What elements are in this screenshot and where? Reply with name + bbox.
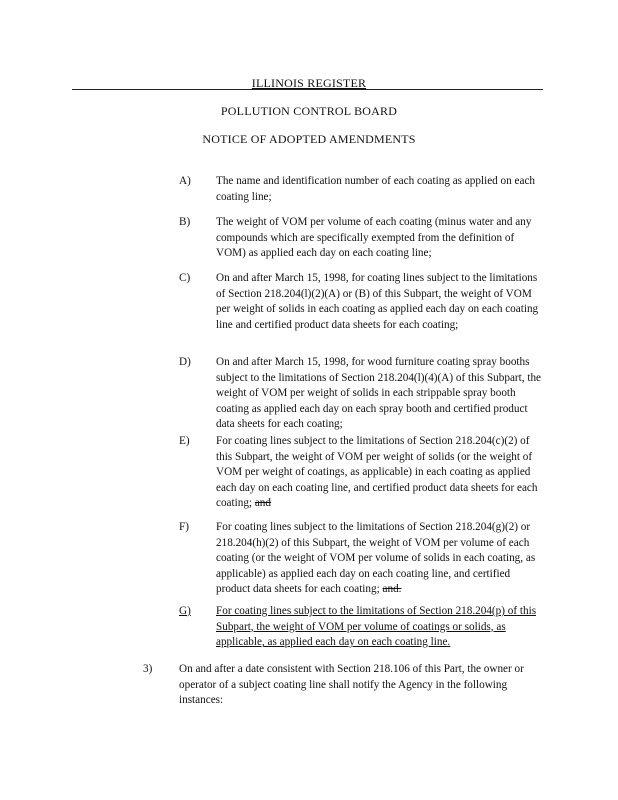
item-g-text: For coating lines subject to the limitations of Section 218.204(p) of this Subpart, the weight of VOM per volume of coatings or solids, as applicable, as applied each day on each coating line. <box>216 605 537 649</box>
header-rule <box>72 89 543 90</box>
item-e-text-block <box>216 434 541 512</box>
item-b-label: B) <box>179 216 191 228</box>
item-c-label: C) <box>179 272 191 284</box>
item-b-text: The weight of VOM per volume of each coating (minus water and any compounds which are specifically exempted from the definition of VOM) as applied each day on each coating line; <box>216 216 532 260</box>
board-name: POLLUTION CONTROL BOARD <box>220 104 398 118</box>
item-f-text-block <box>216 520 541 598</box>
item-3-label: 3) <box>143 663 153 675</box>
item-d-text: On and after March 15, 1998, for wood furniture coating spray booths subject to the limitations of Section 218.204(l)(4)(A) of this Subpart, the weight of VOM per weight of solids in each strippable spray booth coating as applied each day on each spray booth and certified product data sheets for each coating; <box>216 356 542 431</box>
item-c-text: On and after March 15, 1998, for coating lines subject to the limitations of Section 218.204(l)(2)(A) or (B) of this Subpart, the weight of VOM per weight of solids in each coating as applied each day on each coating line and certified product data sheets for each coating; <box>216 272 539 331</box>
item-g-label: G) <box>179 605 191 617</box>
item-e-text: For coating lines subject to the limitations of Section 218.204(c)(2) of this Subpart, the weight of VOM per weight of solids (or the weight of VOM per weight of coatings, as applicable) in each coating as applied each day on each coating line, and certified product data sheets for each coating; <box>216 435 538 510</box>
item-f-text: For coating lines subject to the limitations of Section 218.204(g)(2) or 218.204(h)(2) of this Subpart, the weight of VOM per volume of each coating (or the weight of VOM per volume of solids in each coating, as applicable) as applied each day on each coating line, and certified product data sheets for each coating; <box>216 521 536 596</box>
item-f-struck-word: and. <box>382 583 402 596</box>
item-a-text: The name and identification number of each coating as applied on each coating line; <box>216 175 536 203</box>
item-f-label: F) <box>179 521 189 533</box>
item-d-label: D) <box>179 356 191 368</box>
item-a-label: A) <box>179 175 191 187</box>
item-e-struck-word: and <box>254 497 271 510</box>
notice-title: NOTICE OF ADOPTED AMENDMENTS <box>202 132 416 146</box>
item-e-label: E) <box>179 435 190 447</box>
register-title-text: ILLINOIS REGISTER <box>251 76 367 90</box>
item-3-text: On and after a date consistent with Section 218.106 of this Part, the owner or operator of a subject coating line shall notify the Agency in the following instances: <box>179 663 524 707</box>
